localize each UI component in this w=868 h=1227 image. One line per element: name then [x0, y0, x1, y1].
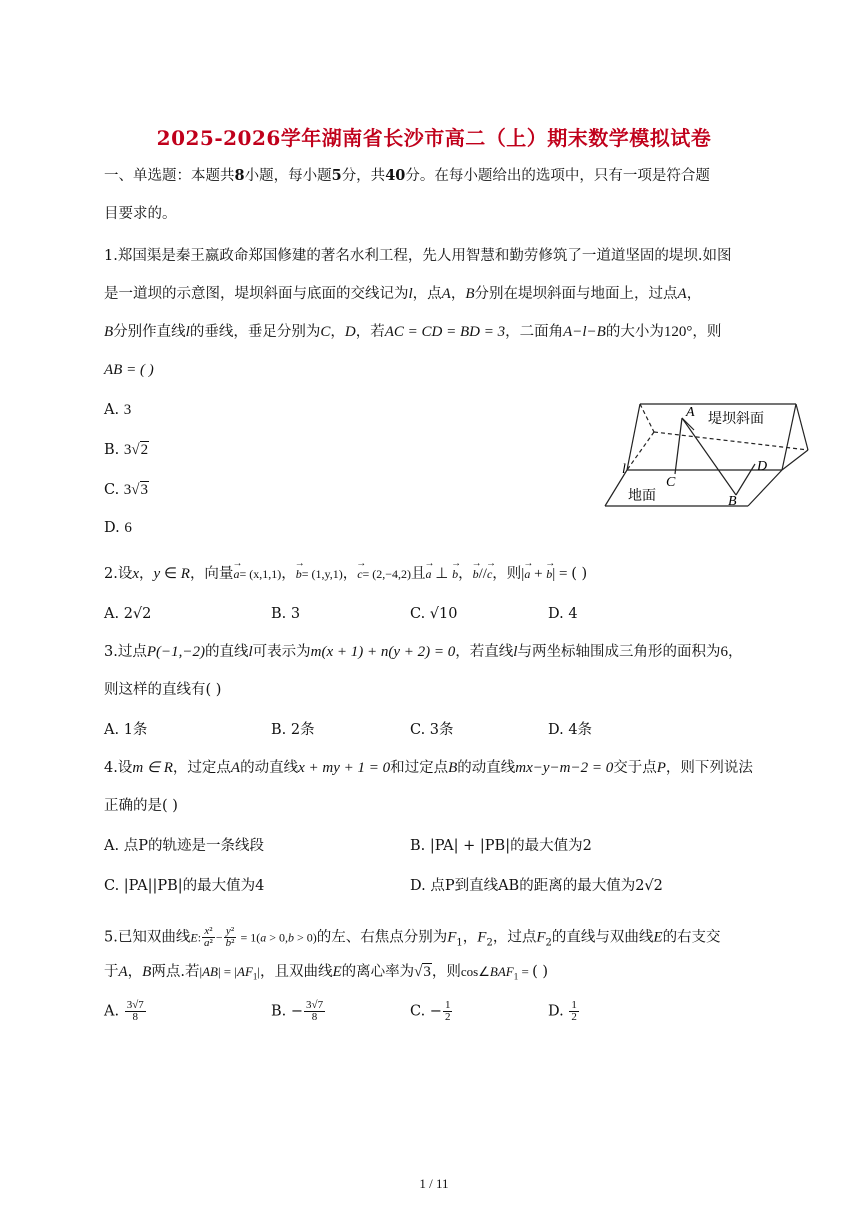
q5-line2: 于A，B两点.若$|AB| = |AF_1|$，且双曲线E的离心率为√3，则$\cos\angle BAF_1$ = ( ): [104, 964, 548, 982]
label-a: A: [686, 405, 695, 420]
page-number: 1 / 11: [419, 1176, 449, 1191]
q1-option-d[interactable]: D. 6: [104, 520, 132, 536]
q1-line2: 是一道坝的示意图，堤坝斜面与底面的交线记为l，点A，B分别在堤坝斜面与地面上，过点A，: [104, 286, 702, 302]
q5-line1: 5.已知双曲线E: $\frac{\text{x²}}{\text{a²}}$ − $\frac{\text{y²}}{\text{b²}}$ = 1(a > 0,b > 0)的左、右焦点分别为$F_1$，$F_2$，过点$F_2$的直线与双曲线E的右支交: [104, 925, 721, 949]
label-b: B: [728, 494, 737, 509]
dam-diagram: [600, 398, 812, 510]
q4-line2: 正确的是( ): [104, 798, 178, 814]
q5-option-a[interactable]: A. $\frac{3√7}{8}$: [104, 999, 144, 1023]
q4-option-b[interactable]: B. |PA| + |PB|的最大值为2: [410, 838, 592, 854]
q3-option-a[interactable]: A. 1条: [104, 722, 148, 738]
ground-label: 地面: [628, 488, 656, 504]
q2-option-a[interactable]: A. 2√2: [104, 606, 152, 622]
q4-option-a[interactable]: A. 点P的轨迹是一条线段: [104, 838, 264, 854]
q5-option-d[interactable]: D. $\frac{1}{2}$: [548, 999, 577, 1023]
label-l: l: [622, 462, 626, 477]
section-header-line2: 目要求的。: [104, 206, 177, 222]
q4-option-c[interactable]: C. |PA||PB|的最大值为4: [104, 878, 265, 894]
q2-option-c[interactable]: C. √10: [410, 606, 458, 622]
q1-option-a[interactable]: A. 3: [104, 402, 132, 418]
q3-line2: 则这样的直线有( ): [104, 682, 222, 698]
section-header: 一、单选题：本题共8小题，每小题5分，共40分。在每小题给出的选项中，只有一项是符合题: [104, 167, 710, 184]
q1-option-c[interactable]: C. 3√3: [104, 482, 149, 498]
page-title: 2025-2026学年湖南省长沙市高二（上）期末数学模拟试卷: [156, 126, 712, 150]
q3-option-c[interactable]: C. 3条: [410, 722, 454, 738]
q3-line1: 3.过点P(−1,−2)的直线l可表示为m(x + 1) + n(y + 2) = 0，若直线l与两坐标轴围成三角形的面积为6，: [104, 644, 743, 660]
q2-option-d[interactable]: D. 4: [548, 606, 578, 622]
q1-option-b[interactable]: B. 3√2: [104, 442, 149, 458]
label-d: D: [757, 459, 768, 474]
slope-label: 堤坝斜面: [708, 411, 764, 427]
q4-line1: 4.设m ∈ R，过定点A的动直线x + my + 1 = 0和过定点B的动直线mx−y−m−2 = 0交于点P，则下列说法: [104, 760, 753, 776]
label-c: C: [666, 475, 676, 490]
q1-line1: 1.郑国渠是秦王嬴政命郑国修建的著名水利工程，先人用智慧和勤劳修筑了一道道坚固的堤坝.如图: [104, 248, 732, 264]
q2-stem: 2.设x，y ∈ R，向量→ a= (x,1,1)，→ b= (1,y,1)，→ c= (2,−4,2)且→ a ⊥ → b，→ b//→ c，则|→ a + → b| = ( ): [104, 564, 587, 584]
q1-answer-stem: AB = ( ): [104, 362, 154, 378]
q5-option-b[interactable]: B. − $\frac{3√7}{8}$: [271, 999, 324, 1023]
q3-option-d[interactable]: D. 4条: [548, 722, 593, 738]
q4-option-d[interactable]: D. 点P到直线AB的距离的最大值为2√2: [410, 878, 663, 894]
q3-option-b[interactable]: B. 2条: [271, 722, 315, 738]
q5-option-c[interactable]: C. − $\frac{1}{2}$: [410, 999, 451, 1023]
q1-line3: B分别作直线l的垂线，垂足分别为C，D，若AC = CD = BD = 3，二面角A−l−B的大小为120°，则: [104, 324, 722, 340]
q2-option-b[interactable]: B. 3: [271, 606, 301, 622]
